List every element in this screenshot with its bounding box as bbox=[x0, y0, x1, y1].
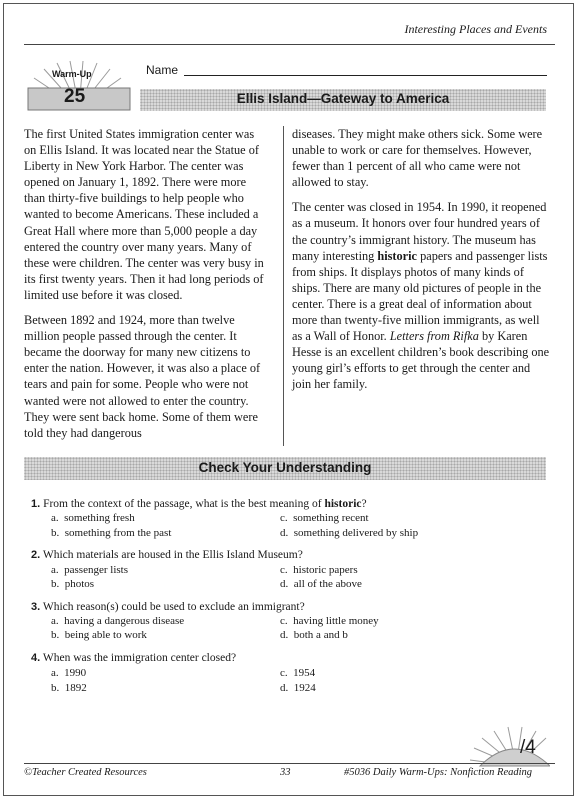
passage-paragraph: The first United States immigration center was on Ellis Island. It was located near the Statue of Liberty in New York Harbor. The center was opened on January 1, 1892. There were more than thirty-five buildings to help people who wanted to become Americans. These included a Great Hall where more than 5,000 people a day entered the country over many years. Many of these were children. The center was very busy in its first twenty years. Then it had long periods of limited use before it was closed. bbox=[24, 127, 264, 302]
option-text: having a dangerous disease bbox=[64, 615, 185, 627]
option-d[interactable] bbox=[280, 682, 316, 694]
option-letter: c. bbox=[280, 667, 288, 679]
footer-page-number: 33 bbox=[280, 767, 291, 778]
option-letter: a. bbox=[51, 564, 59, 576]
option-text: historic papers bbox=[293, 564, 358, 576]
question-text: ? bbox=[361, 498, 367, 510]
option-b[interactable] bbox=[51, 527, 171, 539]
question-3 bbox=[31, 600, 546, 614]
passage-text: The center was closed in 1954. In 1990, it reopened as a museum. It honors over four hundred years of the country’s immigrant history. The museum has many interesting bbox=[292, 200, 547, 263]
passage-right-column bbox=[292, 126, 550, 402]
vocabulary-word: historic bbox=[324, 498, 362, 510]
score-total: /4 bbox=[520, 737, 536, 758]
option-text: being able to work bbox=[64, 629, 147, 641]
passage-paragraph: diseases. They might make others sick. Some were unable to work or care for themselves. However, fewer than 1 percent of all who came were not allowed to stay. bbox=[292, 127, 543, 190]
option-a[interactable] bbox=[51, 564, 128, 576]
option-text: both a and b bbox=[293, 629, 348, 641]
question-number: 1. bbox=[31, 498, 41, 510]
book-title: Letters from Rifka bbox=[389, 329, 479, 344]
option-b[interactable] bbox=[51, 629, 147, 641]
option-letter: c. bbox=[280, 512, 288, 524]
passage-text: by Karen Hesse is an excellent children’s book describing one young girl’s efforts to get through the center and join her family. bbox=[292, 329, 550, 392]
option-letter: d. bbox=[280, 527, 289, 539]
passage-paragraph bbox=[292, 199, 550, 392]
option-b[interactable] bbox=[51, 578, 94, 590]
name-label: Name bbox=[146, 63, 179, 77]
option-letter: d. bbox=[280, 578, 289, 590]
option-letter: a. bbox=[51, 512, 59, 524]
question-number: 4. bbox=[31, 652, 41, 664]
question-text: From the context of the passage, what is the best meaning of bbox=[43, 498, 322, 510]
option-text: 1924 bbox=[293, 682, 316, 694]
option-letter: a. bbox=[51, 667, 59, 679]
option-a[interactable] bbox=[51, 512, 135, 524]
option-text: photos bbox=[64, 578, 95, 590]
option-d[interactable] bbox=[280, 629, 348, 641]
option-letter: b. bbox=[51, 682, 60, 694]
category-header: Interesting Places and Events bbox=[404, 22, 547, 36]
question-number: 3. bbox=[31, 601, 41, 613]
passage-text: papers and passenger lists from ships. It displays photos of many kinds of ships. There are many old pictures of people in the center. There is a great deal of information about more than twenty-five million immigrants, as well as a Wall of Honor. bbox=[292, 248, 548, 344]
question-text: Which reason(s) could be used to exclude an immigrant? bbox=[42, 601, 305, 613]
column-divider bbox=[283, 126, 284, 446]
name-input-line[interactable] bbox=[184, 75, 547, 76]
section-title: Check Your Understanding bbox=[198, 460, 372, 475]
warmup-number: 25 bbox=[64, 86, 86, 107]
option-letter: c. bbox=[280, 564, 288, 576]
option-text: passenger lists bbox=[64, 564, 128, 576]
footer-publisher: ©Teacher Created Resources bbox=[24, 767, 147, 778]
option-a[interactable] bbox=[51, 615, 184, 627]
option-letter: a. bbox=[51, 615, 59, 627]
question-text: Which materials are housed in the Ellis Island Museum? bbox=[42, 549, 303, 561]
vocabulary-word: historic bbox=[377, 248, 418, 263]
option-a[interactable] bbox=[51, 667, 86, 679]
option-c[interactable] bbox=[280, 564, 358, 576]
option-text: something delivered by ship bbox=[293, 527, 419, 539]
top-rule bbox=[24, 44, 555, 45]
option-letter: d. bbox=[280, 629, 289, 641]
option-letter: b. bbox=[51, 578, 60, 590]
option-d[interactable] bbox=[280, 578, 362, 590]
option-c[interactable] bbox=[280, 667, 315, 679]
passage-paragraph: Between 1892 and 1924, more than twelve million people passed through the center. It became the doorway for many new citizens to enter the nation. However, it was also a place of tears and pain for some. People who were not wanted were not allowed to enter the country. They were sent back home. Some of them were told they had dangerous bbox=[24, 313, 261, 440]
option-text: something from the past bbox=[64, 527, 172, 539]
option-text: 1892 bbox=[64, 682, 87, 694]
passage-left-column bbox=[24, 126, 269, 450]
option-b[interactable] bbox=[51, 682, 87, 694]
option-letter: d. bbox=[280, 682, 289, 694]
question-text: When was the immigration center closed? bbox=[42, 652, 237, 664]
option-c[interactable] bbox=[280, 512, 369, 524]
option-text: 1990 bbox=[64, 667, 87, 679]
footer-book-title: #5036 Daily Warm-Ups: Nonfiction Reading bbox=[344, 767, 533, 778]
option-c[interactable] bbox=[280, 615, 379, 627]
option-letter: b. bbox=[51, 527, 60, 539]
option-letter: c. bbox=[280, 615, 288, 627]
question-1 bbox=[31, 497, 546, 511]
question-number: 2. bbox=[31, 549, 41, 561]
option-text: all of the above bbox=[293, 578, 362, 590]
warmup-label: Warm-Up bbox=[52, 69, 92, 79]
option-text: something fresh bbox=[64, 512, 135, 524]
bottom-rule bbox=[24, 763, 555, 764]
question-4 bbox=[31, 651, 546, 665]
option-text: 1954 bbox=[293, 667, 316, 679]
option-text: having little money bbox=[293, 615, 379, 627]
question-2 bbox=[31, 548, 546, 562]
page-title: Ellis Island—Gateway to America bbox=[236, 91, 450, 106]
option-text: something recent bbox=[293, 512, 369, 524]
option-letter: b. bbox=[51, 629, 60, 641]
option-d[interactable] bbox=[280, 527, 418, 539]
